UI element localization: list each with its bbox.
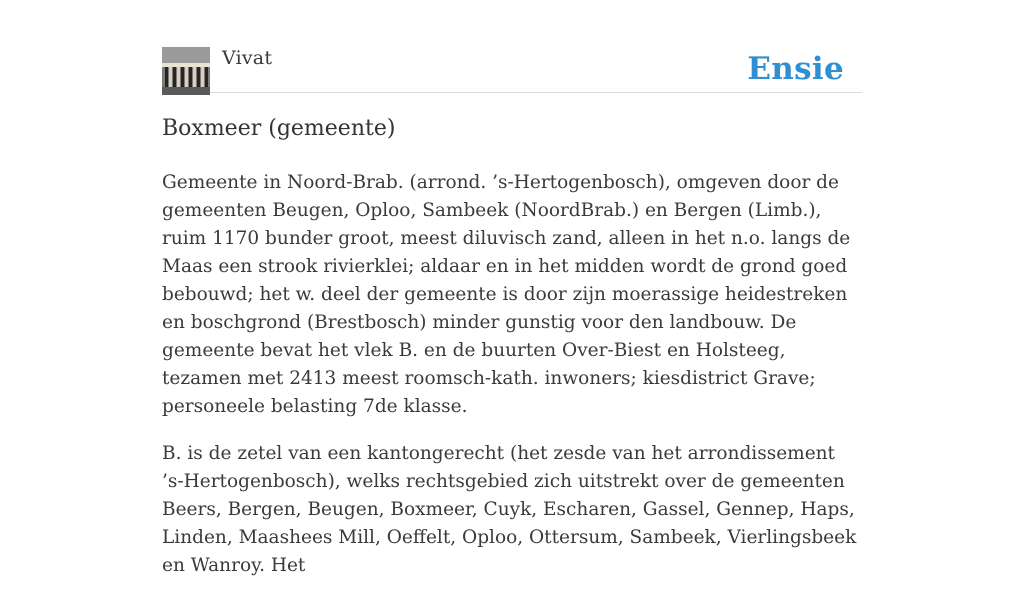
author-name[interactable]: Vivat — [222, 47, 273, 69]
article-title: Boxmeer (gemeente) — [162, 116, 396, 141]
author-avatar[interactable] — [162, 47, 210, 95]
book-spines-avatar-icon — [162, 47, 210, 95]
article-paragraph: Gemeente in Noord-Brab. (arrond. ’s-Hertogenbosch), omgeven door de gemeenten Beugen, Oploo, Sambeek (NoordBrab.) en Bergen (Limb.), ruim 1170 bunder groot, meest diluvisch zand, alleen in het n.o. langs de Maas een strook rivierklei; aldaar en in het midden wordt de grond goed bebouwd; het w. deel der gemeente is door zijn moerassige heidestreken en boschgrond (Brestbosch) minder gunstig voor den landbouw. De gemeente bevat het vlek B. en de buurten Over-Biest en Holsteeg, tezamen met 2413 meest roomsch-kath. inwoners; kiesdistrict Grave; personeele belasting 7de klasse. — [162, 172, 851, 417]
brand-logo[interactable]: Ensie — [747, 51, 844, 87]
site-header — [162, 46, 862, 93]
article-paragraph: B. is de zetel van een kantongerecht (het zesde van het arrondissement ’s-Hertogenbosch), welks rechtsgebied zich uitstrekt over de gemeenten Beers, Bergen, Beugen, Boxmeer, Cuyk, Escharen, Gassel, Gennep, Haps, Linden, Maashees Mill, Oeffelt, Oploo, Ottersum, Sambeek, Vierlingsbeek en Wanroy. Het — [162, 443, 857, 576]
article-body — [162, 169, 862, 599]
